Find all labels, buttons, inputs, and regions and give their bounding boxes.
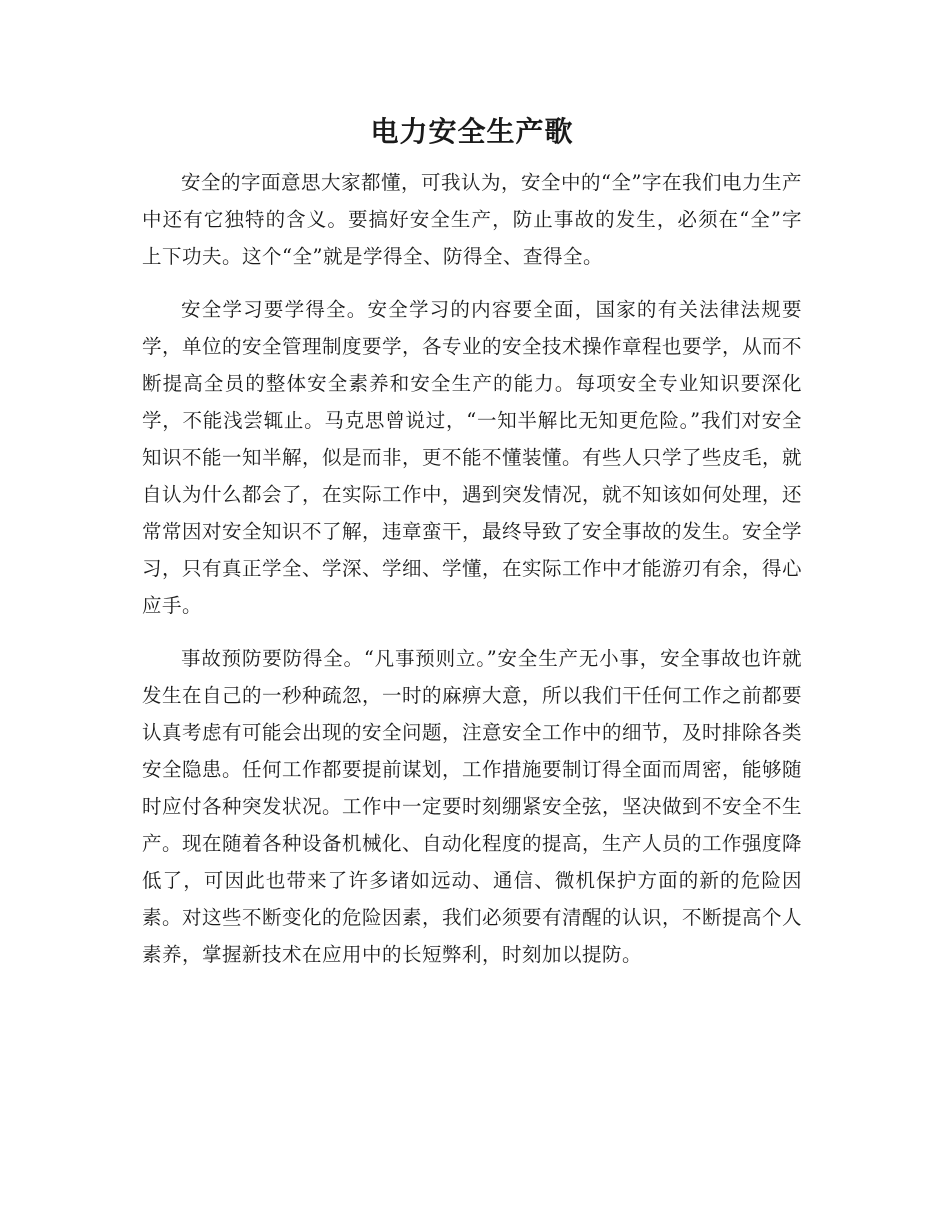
document-title: 电力安全生产歌 xyxy=(370,115,574,148)
paragraph-prevention: 事故预防要防得全。“凡事预则立。”安全生产无小事，安全事故也许就发生在自己的一秒种疏忽，一时的麻痹大意，所以我们干任何工作之前都要认真考虑有可能会出现的安全问题，注意安全工作中的细节，及时排除各类安全隐患。任何工作都要提前谋划，工作措施要制订得全面而周密，能够随时应付各种突发状况。工作中一定要时刻绷紧安全弦，坚决做到不安全不生产。现在随着各种设备机械化、自动化程度的提高，生产人员的工作强度降低了，可因此也带来了许多诸如远动、通信、微机保护方面的新的危险因素。对这些不断变化的危险因素，我们必须要有清醒的认识，不断提高个人素养，掌握新技术在应用中的长短弊利，时刻加以提防。 xyxy=(142,647,803,966)
paragraph-intro: 安全的字面意思大家都懂，可我认为，安全中的“全”字在我们电力生产中还有它独特的含义。要搞好安全生产，防止事故的发生，必须在“全”字上下功夫。这个“全”就是学得全、防得全、查得全。 xyxy=(142,171,802,268)
paragraph-study: 安全学习要学得全。安全学习的内容要全面，国家的有关法律法规要学，单位的安全管理制度要学，各专业的安全技术操作章程也要学，从而不断提高全员的整体安全素养和安全生产的能力。每项安全专业知识要深化学，不能浅尝辄止。马克思曾说过，“一知半解比无知更危险。”我们对安全知识不能一知半解，似是而非，更不能不懂装懂。有些人只学了些皮毛，就自认为什么都会了，在实际工作中，遇到突发情况，就不知该如何处理，还常常因对安全知识不了解，违章蛮干，最终导致了安全事故的发生。安全学习，只有真正学全、学深、学细、学懂，在实际工作中才能游刃有余，得心应手。 xyxy=(142,298,803,617)
